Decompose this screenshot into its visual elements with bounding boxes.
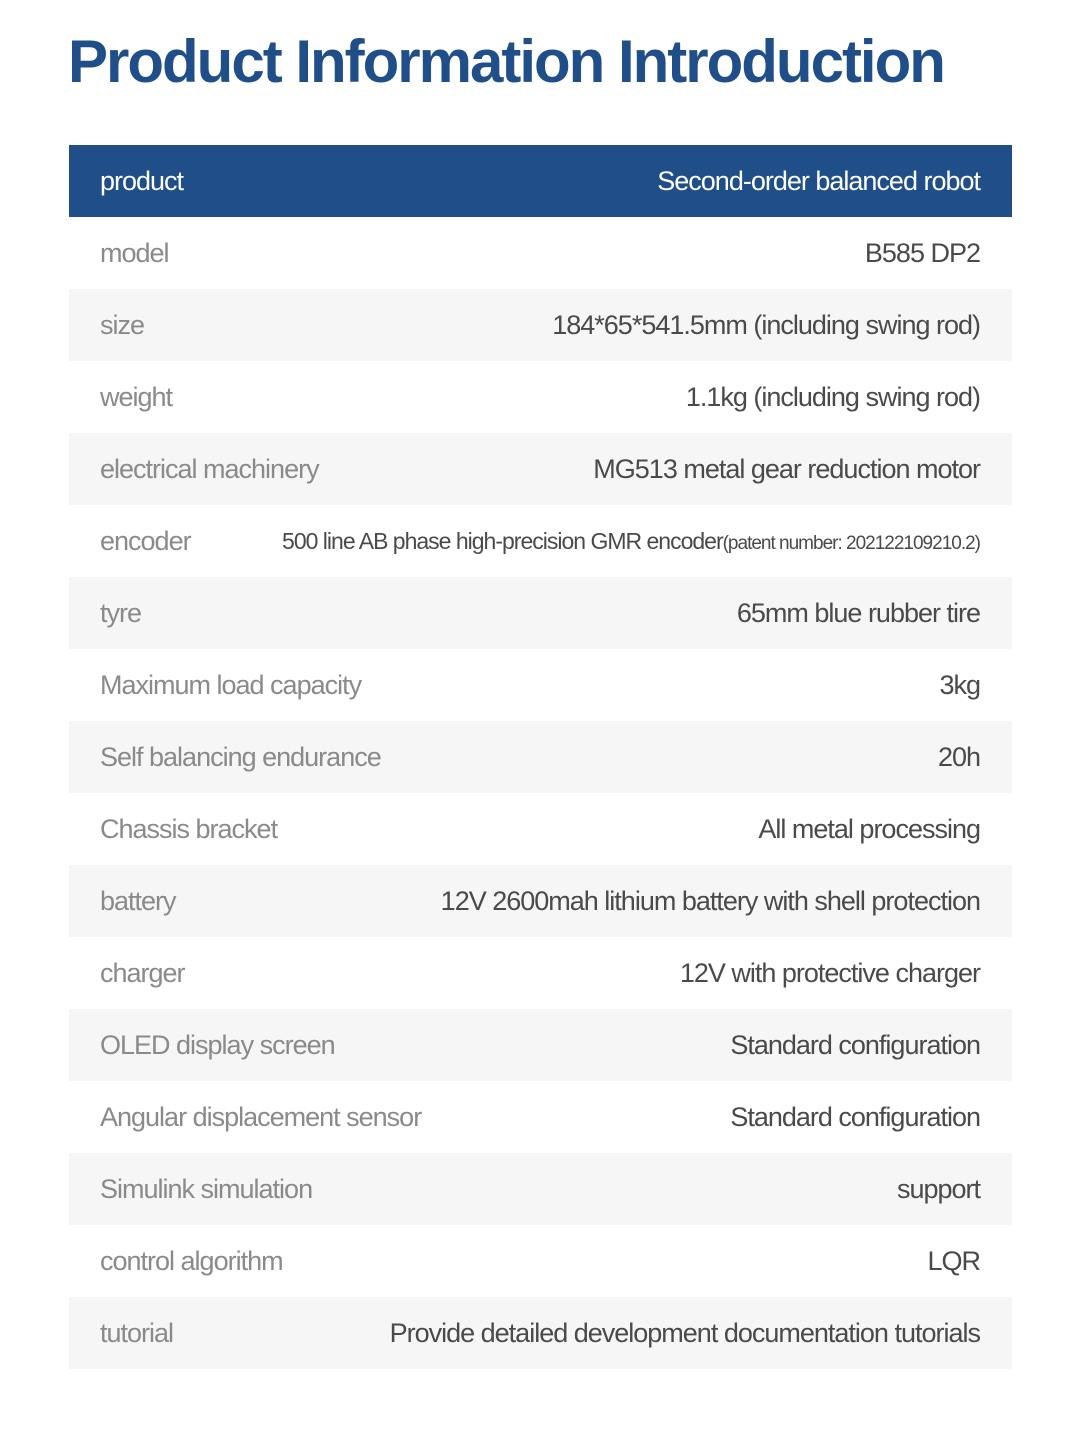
table-row	[69, 505, 1012, 577]
row-label: size	[100, 309, 145, 340]
row-label: model	[100, 237, 169, 268]
row-value: B585 DP2	[864, 237, 980, 268]
table-row	[69, 361, 1012, 433]
table-row	[69, 433, 1012, 505]
row-value: Standard configuration	[730, 1101, 980, 1132]
encoder-value-text: 500 line AB phase high-precision GMR encoder	[282, 527, 723, 554]
table-row	[69, 217, 1012, 289]
table-row	[69, 1081, 1012, 1153]
row-value: support	[896, 1173, 980, 1204]
row-label: Simulink simulation	[100, 1173, 313, 1204]
row-label: tutorial	[100, 1317, 174, 1348]
row-label: tyre	[100, 597, 142, 628]
row-value: 65mm blue rubber tire	[736, 597, 980, 628]
row-value: Provide detailed development documentation tutorials	[389, 1317, 980, 1348]
row-value: Standard configuration	[730, 1029, 980, 1060]
patent-note: (patent number: 202122109210.2)	[722, 532, 980, 554]
table-row	[69, 865, 1012, 937]
row-label: Angular displacement sensor	[100, 1101, 422, 1132]
row-value: 12V with protective charger	[679, 957, 980, 988]
header-value: Second-order balanced robot	[657, 165, 980, 196]
row-label: Self balancing endurance	[100, 741, 381, 772]
row-value: MG513 metal gear reduction motor	[593, 453, 980, 484]
row-label: control algorithm	[100, 1245, 283, 1276]
row-value: All metal processing	[758, 813, 980, 844]
row-value	[282, 528, 980, 555]
page-title: Product Information Introduction	[68, 28, 944, 95]
row-label: weight	[100, 381, 173, 412]
row-label: encoder	[100, 525, 191, 556]
row-label: Maximum load capacity	[100, 669, 362, 700]
row-value: 184*65*541.5mm (including swing rod)	[552, 309, 980, 340]
table-row	[69, 1009, 1012, 1081]
row-label: battery	[100, 885, 176, 916]
table-row	[69, 649, 1012, 721]
spec-table	[69, 145, 1012, 1369]
row-label: charger	[100, 957, 185, 988]
table-row	[69, 1225, 1012, 1297]
row-value: 12V 2600mah lithium battery with shell protection	[440, 885, 980, 916]
table-row	[69, 793, 1012, 865]
table-row	[69, 1297, 1012, 1369]
row-value: LQR	[927, 1245, 980, 1276]
row-label: Chassis bracket	[100, 813, 278, 844]
table-row	[69, 577, 1012, 649]
row-value: 1.1kg (including swing rod)	[685, 381, 980, 412]
row-value: 20h	[937, 741, 980, 772]
table-row	[69, 1153, 1012, 1225]
row-value: 3kg	[939, 669, 980, 700]
row-label: OLED display screen	[100, 1029, 335, 1060]
header-label: product	[100, 165, 184, 196]
table-row	[69, 937, 1012, 1009]
table-row	[69, 721, 1012, 793]
table-row	[69, 289, 1012, 361]
table-header-row	[69, 145, 1012, 217]
row-label: electrical machinery	[100, 453, 319, 484]
